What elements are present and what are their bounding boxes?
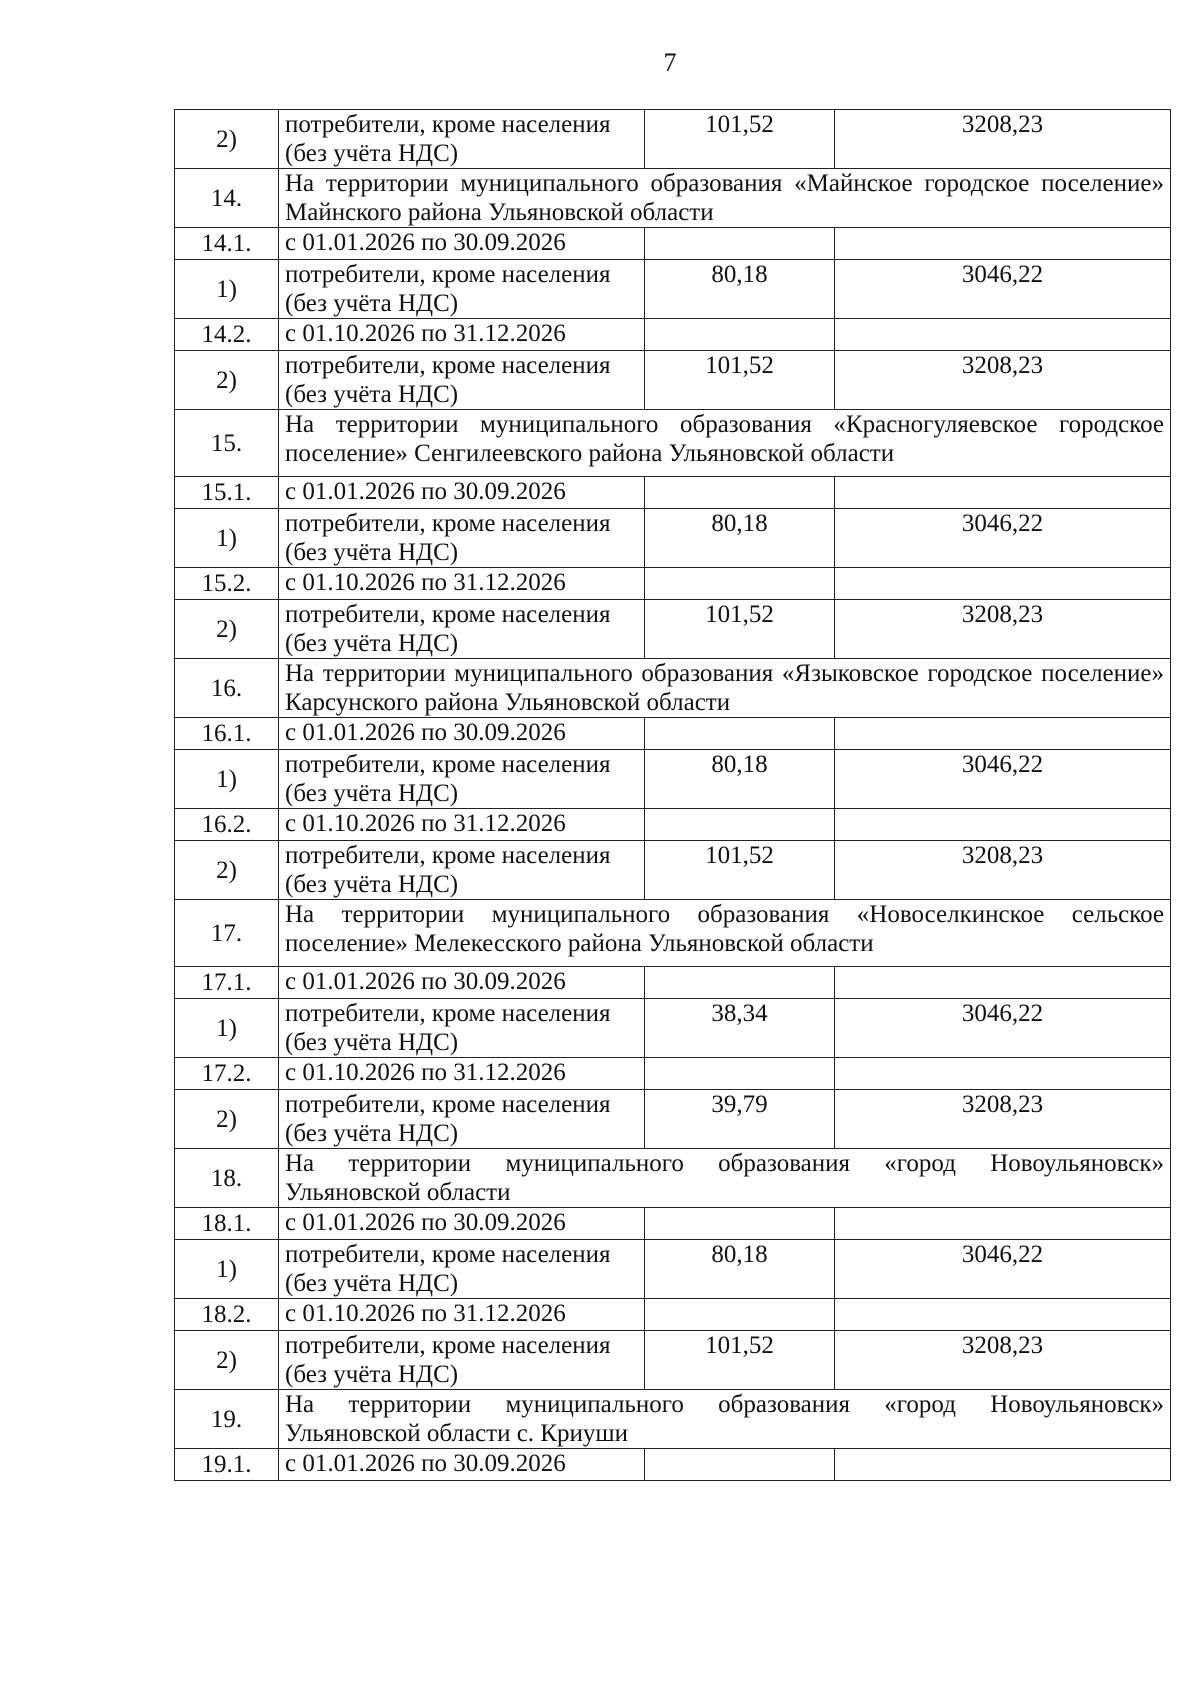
table-row-consumer (175, 509, 1171, 568)
tariff-value-1: 80,18 (645, 260, 835, 319)
table-row-period (175, 967, 1171, 999)
table-row-section (175, 169, 1171, 228)
table-row-period (175, 1058, 1171, 1090)
consumer-description: потребители, кроме населения (без учёта НДС) (279, 1331, 645, 1390)
tariff-value-1: 101,52 (645, 351, 835, 410)
empty-cell (645, 1058, 835, 1090)
row-number: 1) (175, 999, 279, 1058)
tariff-table (174, 109, 1171, 1481)
consumer-description: потребители, кроме населения (без учёта НДС) (279, 110, 645, 169)
table-row-consumer (175, 750, 1171, 809)
tariff-value-2: 3208,23 (835, 600, 1171, 659)
tariff-value-1: 101,52 (645, 110, 835, 169)
empty-cell (645, 1208, 835, 1240)
table-row-section (175, 1390, 1171, 1449)
page-number: 7 (663, 48, 677, 77)
empty-cell (835, 568, 1171, 600)
period-range: с 01.01.2026 по 30.09.2026 (279, 967, 645, 999)
tariff-value-1: 101,52 (645, 600, 835, 659)
row-number: 1) (175, 509, 279, 568)
row-number: 17. (175, 900, 279, 967)
table-row-consumer (175, 999, 1171, 1058)
table-row-section (175, 900, 1171, 967)
consumer-description: потребители, кроме населения (без учёта НДС) (279, 509, 645, 568)
empty-cell (835, 319, 1171, 351)
table-row-consumer (175, 110, 1171, 169)
tariff-value-2: 3046,22 (835, 999, 1171, 1058)
empty-cell (645, 319, 835, 351)
consumer-description: потребители, кроме населения (без учёта НДС) (279, 750, 645, 809)
empty-cell (835, 1208, 1171, 1240)
table-row-consumer (175, 1240, 1171, 1299)
period-range: с 01.01.2026 по 30.09.2026 (279, 1449, 645, 1481)
period-range: с 01.01.2026 по 30.09.2026 (279, 1208, 645, 1240)
tariff-value-2: 3046,22 (835, 750, 1171, 809)
table-row-period (175, 1449, 1171, 1481)
row-number: 17.2. (175, 1058, 279, 1090)
table-row-period (175, 718, 1171, 750)
row-number: 1) (175, 1240, 279, 1299)
row-number: 2) (175, 1090, 279, 1149)
tariff-value-1: 80,18 (645, 750, 835, 809)
tariff-value-2: 3208,23 (835, 841, 1171, 900)
row-number: 14.2. (175, 319, 279, 351)
tariff-value-1: 38,34 (645, 999, 835, 1058)
tariff-value-2: 3208,23 (835, 1090, 1171, 1149)
table-row-period (175, 228, 1171, 260)
table-row-consumer (175, 1331, 1171, 1390)
row-number: 16.2. (175, 809, 279, 841)
period-range: с 01.10.2026 по 31.12.2026 (279, 809, 645, 841)
table-row-consumer (175, 351, 1171, 410)
empty-cell (645, 228, 835, 260)
table-row-period (175, 319, 1171, 351)
table-row-consumer (175, 260, 1171, 319)
consumer-description: потребители, кроме населения (без учёта НДС) (279, 1240, 645, 1299)
tariff-value-2: 3208,23 (835, 351, 1171, 410)
row-number: 2) (175, 841, 279, 900)
row-number: 2) (175, 1331, 279, 1390)
municipality-heading: На территории муниципального образования «Майнское городское поселение» Майнского района Ульяновской области (279, 169, 1171, 228)
table-body (175, 110, 1171, 1481)
period-range: с 01.10.2026 по 31.12.2026 (279, 1299, 645, 1331)
row-number: 15.1. (175, 477, 279, 509)
table-row-consumer (175, 1090, 1171, 1149)
row-number: 2) (175, 600, 279, 659)
consumer-description: потребители, кроме населения (без учёта НДС) (279, 260, 645, 319)
row-number: 18. (175, 1149, 279, 1208)
tariff-value-1: 101,52 (645, 1331, 835, 1390)
tariff-value-1: 101,52 (645, 841, 835, 900)
empty-cell (645, 809, 835, 841)
empty-cell (645, 967, 835, 999)
municipality-heading: На территории муниципального образования «город Новоульяновск» Ульяновской области (279, 1149, 1171, 1208)
row-number: 2) (175, 351, 279, 410)
empty-cell (835, 1449, 1171, 1481)
period-range: с 01.01.2026 по 30.09.2026 (279, 228, 645, 260)
empty-cell (645, 568, 835, 600)
table-row-consumer (175, 841, 1171, 900)
tariff-value-1: 80,18 (645, 1240, 835, 1299)
row-number: 17.1. (175, 967, 279, 999)
table-row-period (175, 1299, 1171, 1331)
row-number: 1) (175, 260, 279, 319)
tariff-value-2: 3208,23 (835, 110, 1171, 169)
table-row-section (175, 1149, 1171, 1208)
row-number: 15.2. (175, 568, 279, 600)
consumer-description: потребители, кроме населения (без учёта НДС) (279, 351, 645, 410)
table-row-section (175, 659, 1171, 718)
empty-cell (835, 1058, 1171, 1090)
row-number: 2) (175, 110, 279, 169)
municipality-heading: На территории муниципального образования «Красногуляевское городское поселение» Сенгилеевского района Ульяновской области (279, 410, 1171, 477)
row-number: 19.1. (175, 1449, 279, 1481)
empty-cell (835, 967, 1171, 999)
empty-cell (835, 477, 1171, 509)
empty-cell (645, 477, 835, 509)
row-number: 19. (175, 1390, 279, 1449)
row-number: 14.1. (175, 228, 279, 260)
period-range: с 01.01.2026 по 30.09.2026 (279, 718, 645, 750)
table-row-consumer (175, 600, 1171, 659)
tariff-value-1: 80,18 (645, 509, 835, 568)
tariff-value-2: 3046,22 (835, 260, 1171, 319)
tariff-value-2: 3208,23 (835, 1331, 1171, 1390)
row-number: 18.1. (175, 1208, 279, 1240)
row-number: 14. (175, 169, 279, 228)
table-row-period (175, 1208, 1171, 1240)
consumer-description: потребители, кроме населения (без учёта НДС) (279, 999, 645, 1058)
period-range: с 01.10.2026 по 31.12.2026 (279, 1058, 645, 1090)
empty-cell (645, 1299, 835, 1331)
empty-cell (645, 1449, 835, 1481)
municipality-heading: На территории муниципального образования «Новоселкинское сельское поселение» Мелекесского района Ульяновской области (279, 900, 1171, 967)
municipality-heading: На территории муниципального образования «Языковское городское поселение» Карсунского района Ульяновской области (279, 659, 1171, 718)
empty-cell (835, 718, 1171, 750)
empty-cell (835, 228, 1171, 260)
consumer-description: потребители, кроме населения (без учёта НДС) (279, 600, 645, 659)
row-number: 1) (175, 750, 279, 809)
row-number: 16.1. (175, 718, 279, 750)
table-row-section (175, 410, 1171, 477)
period-range: с 01.10.2026 по 31.12.2026 (279, 568, 645, 600)
empty-cell (645, 718, 835, 750)
period-range: с 01.10.2026 по 31.12.2026 (279, 319, 645, 351)
table-row-period (175, 809, 1171, 841)
row-number: 16. (175, 659, 279, 718)
row-number: 15. (175, 410, 279, 477)
tariff-value-2: 3046,22 (835, 1240, 1171, 1299)
tariff-value-1: 39,79 (645, 1090, 835, 1149)
consumer-description: потребители, кроме населения (без учёта НДС) (279, 1090, 645, 1149)
empty-cell (835, 809, 1171, 841)
tariff-value-2: 3046,22 (835, 509, 1171, 568)
consumer-description: потребители, кроме населения (без учёта НДС) (279, 841, 645, 900)
empty-cell (835, 1299, 1171, 1331)
period-range: с 01.01.2026 по 30.09.2026 (279, 477, 645, 509)
table-row-period (175, 477, 1171, 509)
row-number: 18.2. (175, 1299, 279, 1331)
table-row-period (175, 568, 1171, 600)
municipality-heading: На территории муниципального образования «город Новоульяновск» Ульяновской области с. Криуши (279, 1390, 1171, 1449)
